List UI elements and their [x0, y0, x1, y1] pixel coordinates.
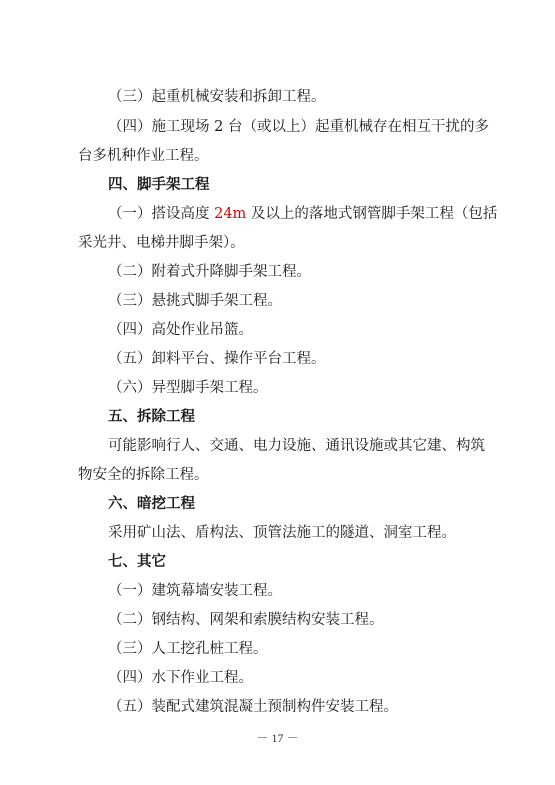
item-curtain-wall: （一）建筑幕墙安装工程。 [108, 583, 282, 599]
item-crane-interference: （四）施工现场 2 台（或以上）起重机械存在相互干扰的多 [108, 119, 489, 135]
highlighted-value: 24m [214, 206, 247, 222]
item-scaffold-height [108, 205, 497, 223]
item-attached-scaffold: （二）附着式升降脚手架工程。 [108, 264, 311, 280]
item-platform: （五）卸料平台、操作平台工程。 [108, 351, 326, 367]
item-cantilever-scaffold: （三）悬挑式脚手架工程。 [108, 293, 282, 309]
section-heading-demolition: 五、拆除工程 [108, 409, 195, 425]
item-demolition-cont: 物安全的拆除工程。 [78, 467, 209, 483]
item-tunnel: 采用矿山法、盾构法、顶管法施工的隧道、洞室工程。 [108, 525, 456, 541]
page-number: － 17 － [256, 731, 299, 745]
item-hanging-basket: （四）高处作业吊篮。 [108, 322, 253, 338]
item-demolition: 可能影响行人、交通、电力设施、通讯设施或其它建、构筑 [108, 438, 485, 454]
item-scaffold-height-cont: 采光井、电梯井脚手架）。 [78, 235, 245, 251]
item-text: 及以上的落地式钢管脚手架工程（包括 [246, 206, 498, 222]
item-crane-interference-cont: 台多机种作业工程。 [78, 148, 209, 164]
item-prefab-install: （五）装配式建筑混凝土预制构件安装工程。 [108, 699, 398, 715]
item-underwater: （四）水下作业工程。 [108, 670, 253, 686]
item-text: （一）搭设高度 [108, 206, 215, 222]
item-crane-install: （三）起重机械安装和拆卸工程。 [108, 89, 326, 105]
section-heading-other: 七、其它 [108, 554, 166, 570]
item-manual-pile: （三）人工挖孔桩工程。 [108, 641, 268, 657]
item-steel-structure: （二）钢结构、网架和索膜结构安装工程。 [108, 612, 384, 628]
item-special-scaffold: （六）异型脚手架工程。 [108, 380, 268, 396]
section-heading-scaffold: 四、脚手架工程 [108, 177, 210, 193]
section-heading-excavation: 六、暗挖工程 [108, 496, 195, 512]
